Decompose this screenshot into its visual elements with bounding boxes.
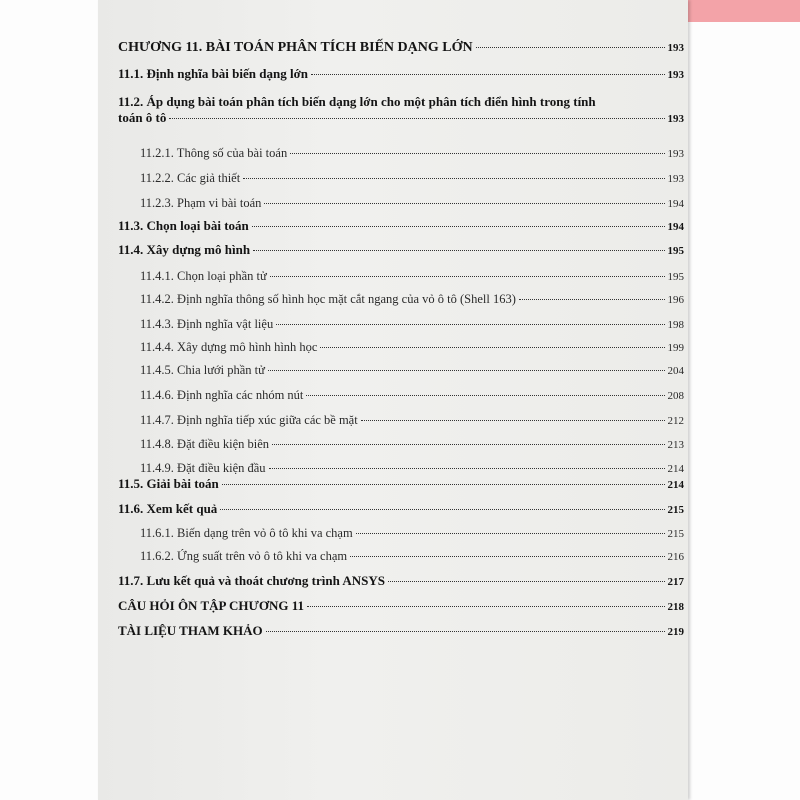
toc-entry-title: 11.2.2. Các giả thiết (140, 171, 241, 185)
toc-entry-page: 194 (667, 198, 684, 210)
dot-leader (264, 203, 664, 204)
dot-leader (356, 533, 665, 534)
toc-entry-title-continued: toán ô tô (118, 110, 167, 125)
toc-entry (140, 196, 684, 218)
toc-entry-title: 11.4.8. Đặt điều kiện biên (140, 437, 270, 451)
toc-entry (118, 218, 684, 240)
toc-entry-title: CÂU HỎI ÔN TẬP CHƯƠNG 11 (118, 598, 304, 613)
background-edge (680, 0, 800, 22)
toc-entry (118, 573, 684, 595)
toc-entry-title: CHƯƠNG 11. BÀI TOÁN PHÂN TÍCH BIẾN DẠNG LỚN (118, 40, 473, 55)
dot-leader (519, 299, 665, 300)
toc-entry-title: 11.6.1. Biến dạng trên vỏ ô tô khi va chạm (140, 526, 353, 540)
toc-entry (118, 623, 684, 645)
dot-leader (272, 444, 664, 445)
toc-entry-title: 11.7. Lưu kết quả và thoát chương trình ANSYS (118, 573, 385, 588)
dot-leader (270, 276, 665, 277)
toc-entry-page: 193 (667, 113, 684, 125)
dot-leader (266, 631, 665, 632)
toc-entry (118, 476, 684, 498)
toc-entry-page: 204 (667, 365, 684, 377)
toc-entry-title: 11.4.2. Định nghĩa thông số hình học mặt cắt ngang của vỏ ô tô (Shell 163) (140, 292, 516, 306)
dot-leader (306, 395, 664, 396)
toc-entry-page: 193 (667, 69, 684, 81)
dot-leader (311, 74, 665, 75)
toc-entry-title: 11.4.1. Chọn loại phần tử (140, 269, 267, 283)
dot-leader (253, 250, 664, 251)
toc-entry (140, 526, 684, 548)
toc-entry (140, 413, 684, 435)
toc-entry-title: 11.2.1. Thông số của bài toán (140, 146, 288, 160)
toc-entry (118, 66, 684, 88)
dot-leader (388, 581, 665, 582)
toc-entry-page: 195 (667, 245, 684, 257)
toc-entry-title: 11.4. Xây dựng mô hình (118, 242, 251, 257)
toc-entry-page: 208 (667, 390, 684, 402)
toc-entry (140, 340, 684, 362)
toc-entry-title: 11.2. Áp dụng bài toán phân tích biến dạng lớn cho một phân tích điển hình trong tính (118, 94, 596, 109)
book-page (98, 0, 688, 800)
toc-entry (140, 549, 684, 571)
toc-entry-page: 214 (667, 463, 684, 475)
table-of-contents (98, 0, 688, 800)
toc-entry-title: 11.4.9. Đặt điều kiện đầu (140, 461, 266, 475)
toc-entry-page: 212 (667, 415, 684, 427)
toc-entry (140, 388, 684, 410)
toc-entry (140, 317, 684, 339)
toc-entry (118, 40, 684, 62)
toc-entry-page: 216 (667, 551, 684, 563)
toc-entry (118, 501, 684, 523)
dot-leader (220, 509, 664, 510)
toc-entry-title: 11.1. Định nghĩa bài biến dạng lớn (118, 66, 308, 81)
toc-entry-page: 193 (667, 42, 684, 54)
toc-entry-title: 11.5. Giải bài toán (118, 476, 219, 491)
toc-entry (140, 363, 684, 385)
toc-entry-page: 214 (667, 479, 684, 491)
dot-leader (268, 370, 665, 371)
toc-entry-title: 11.3. Chọn loại bài toán (118, 218, 249, 233)
toc-entry-page: 198 (667, 319, 684, 331)
dot-leader (169, 118, 664, 119)
toc-entry (118, 598, 684, 620)
toc-entry-title: 11.6.2. Ứng suất trên vỏ ô tô khi va chạm (140, 549, 348, 563)
toc-entry-title: 11.6. Xem kết quả (118, 501, 218, 516)
dot-leader (252, 226, 665, 227)
toc-entry-page: 196 (667, 294, 684, 306)
toc-entry-page: 219 (667, 626, 684, 638)
dot-leader (320, 347, 664, 348)
toc-entry (118, 242, 684, 264)
toc-entry (140, 292, 684, 314)
toc-entry-page: 193 (667, 173, 684, 185)
dot-leader (222, 484, 665, 485)
dot-leader (269, 468, 665, 469)
dot-leader (361, 420, 665, 421)
dot-leader (276, 324, 664, 325)
toc-entry-page: 215 (667, 528, 684, 540)
toc-entry (140, 269, 684, 291)
toc-entry-page: 218 (667, 601, 684, 613)
toc-entry-page: 195 (667, 271, 684, 283)
toc-entry (118, 94, 684, 134)
dot-leader (243, 178, 664, 179)
toc-entry-page: 215 (667, 504, 684, 516)
toc-entry-title: 11.4.7. Định nghĩa tiếp xúc giữa các bề mặt (140, 413, 358, 427)
toc-entry-title: 11.4.4. Xây dựng mô hình hình học (140, 340, 318, 354)
toc-entry-title: 11.2.3. Phạm vi bài toán (140, 196, 262, 210)
toc-entry-title: 11.4.3. Định nghĩa vật liệu (140, 317, 274, 331)
toc-entry (140, 437, 684, 459)
dot-leader (290, 153, 664, 154)
toc-entry-title: 11.4.6. Định nghĩa các nhóm nút (140, 388, 304, 402)
toc-entry-page: 193 (667, 148, 684, 160)
dot-leader (476, 47, 665, 48)
dot-leader (307, 606, 665, 607)
toc-entry (140, 146, 684, 168)
dot-leader (350, 556, 664, 557)
toc-entry-page: 194 (667, 221, 684, 233)
toc-entry-page: 199 (667, 342, 684, 354)
toc-entry-page: 217 (667, 576, 684, 588)
toc-entry (140, 171, 684, 193)
toc-entry-title: TÀI LIỆU THAM KHẢO (118, 623, 263, 638)
toc-entry-page: 213 (667, 439, 684, 451)
toc-entry-title: 11.4.5. Chia lưới phần tử (140, 363, 265, 377)
